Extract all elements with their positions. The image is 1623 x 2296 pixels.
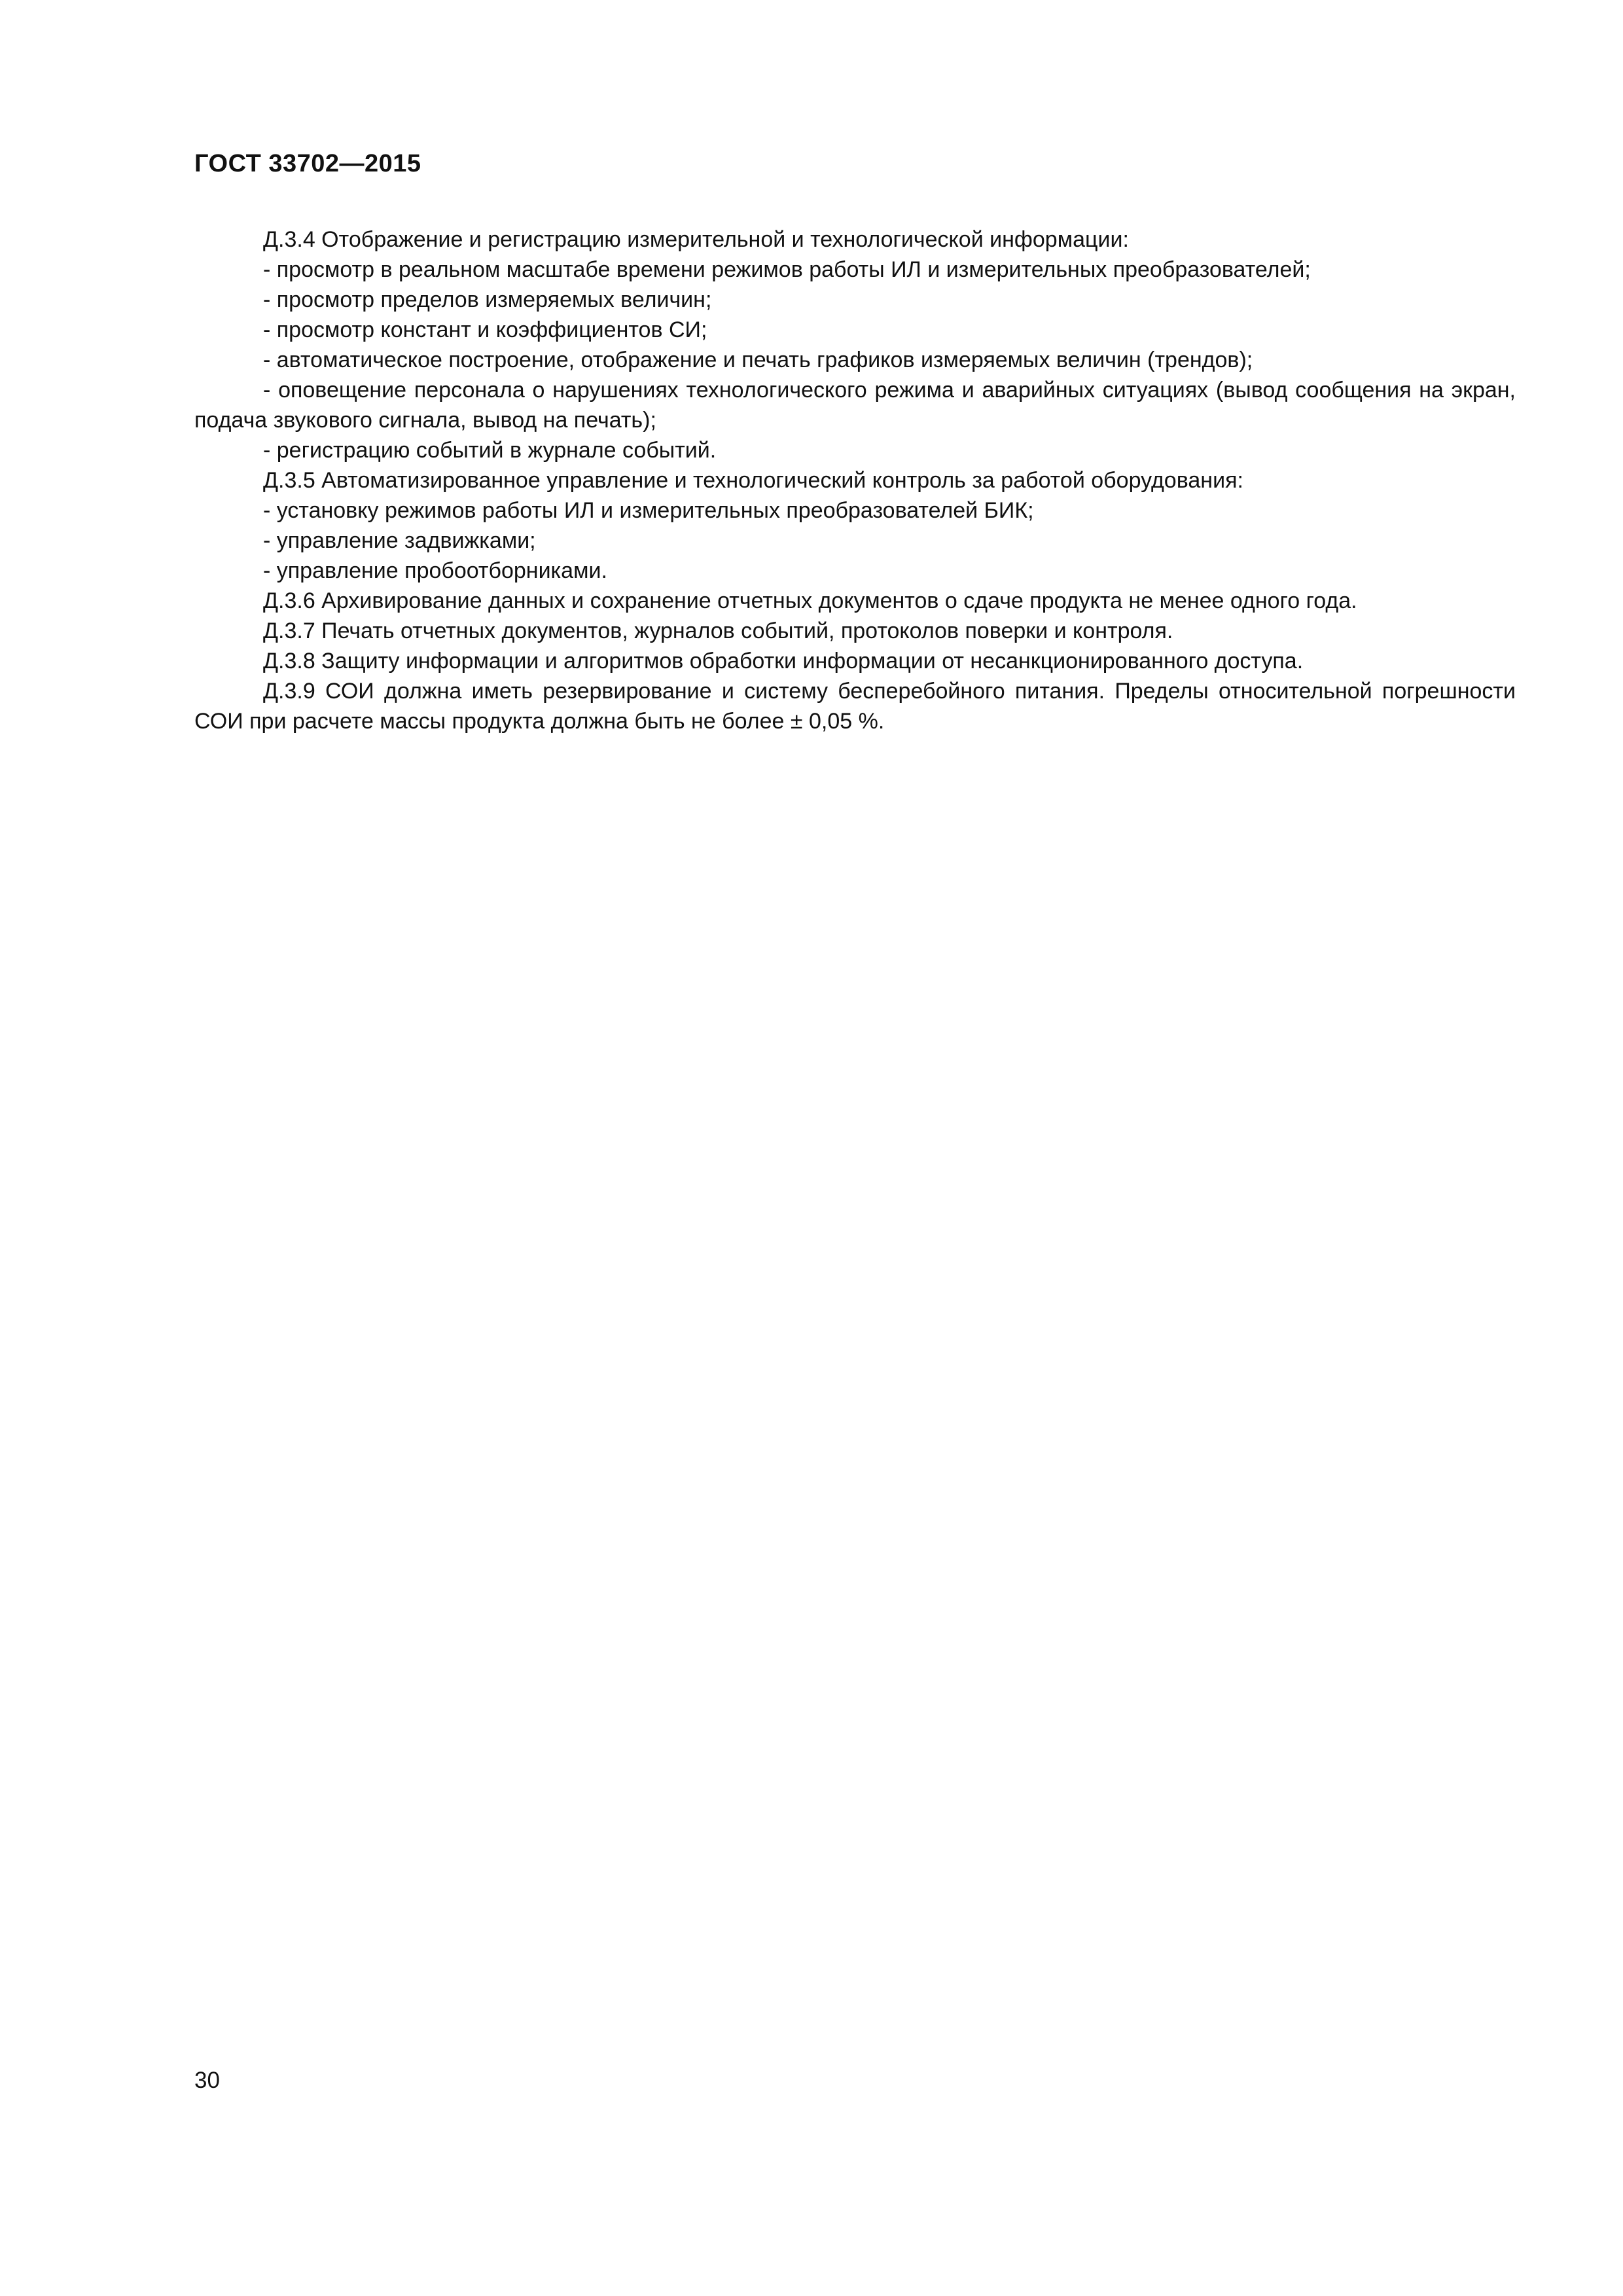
paragraph-d35: Д.3.5 Автоматизированное управление и технологический контроль за работой оборудования: (263, 468, 1243, 493)
paragraph-d39: Д.3.9 СОИ должна иметь резервирование и систему бесперебойного питания. Пределы относительной погрешности СОИ при расчете массы продукта должна быть не более ± 0,05 %. (194, 679, 1516, 734)
list-item: - автоматическое построение, отображение и печать графиков измеряемых величин (трендов); (263, 348, 1253, 372)
list-item: - просмотр констант и коэффициентов СИ; (263, 317, 707, 342)
page-number: 30 (194, 2068, 220, 2093)
paragraph-d34: Д.3.4 Отображение и регистрацию измерительной и технологической информации: (263, 227, 1129, 252)
document-body (194, 224, 1516, 736)
document-code-header: ГОСТ 33702—2015 (194, 150, 421, 177)
list-item: - просмотр в реальном масштабе времени режимов работы ИЛ и измерительных преобразователей; (263, 257, 1311, 282)
paragraph-d38: Д.3.8 Защиту информации и алгоритмов обработки информации от несанкционированного доступа. (263, 649, 1304, 673)
list-item: - управление задвижками; (263, 528, 536, 553)
paragraph-d36: Д.3.6 Архивирование данных и сохранение отчетных документов о сдаче продукта не менее одного года. (263, 588, 1357, 613)
list-item: - управление пробоотборниками. (263, 558, 607, 583)
list-item: - просмотр пределов измеряемых величин; (263, 287, 712, 312)
list-item: - установку режимов работы ИЛ и измерительных преобразователей БИК; (263, 498, 1034, 523)
paragraph-d37: Д.3.7 Печать отчетных документов, журналов событий, протоколов поверки и контроля. (263, 619, 1173, 643)
list-item: - оповещение персонала о нарушениях технологического режима и аварийных ситуациях (вывод сообщения на экран, подача звукового сигнала, вывод на печать); (194, 378, 1516, 433)
list-item: - регистрацию событий в журнале событий. (263, 438, 717, 463)
